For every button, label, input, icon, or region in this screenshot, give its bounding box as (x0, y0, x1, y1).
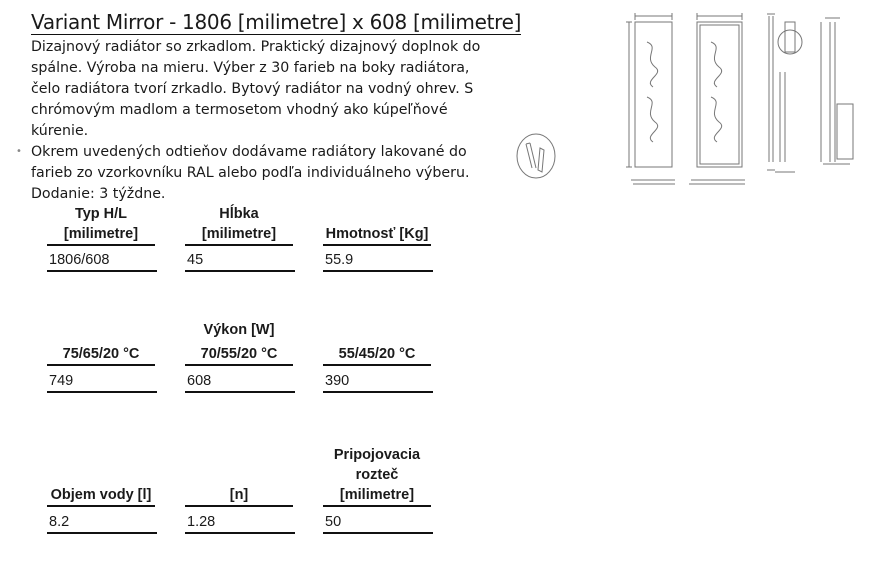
value-connection-spacing: 50 (323, 512, 433, 534)
header-water-volume: Objem vody [l] (47, 485, 155, 507)
header-exponent-n: [n] (185, 485, 293, 507)
header-type-hl-line1: Typ H/L (74, 206, 128, 222)
page-title: Variant Mirror - 1806 [milimetre] x 608 [milimetre] (31, 10, 522, 34)
header-type-hl (47, 204, 155, 246)
header-power-75: 75/65/20 °C (47, 344, 155, 366)
value-exponent-n: 1.28 (185, 512, 295, 534)
value-power-55: 390 (323, 371, 433, 393)
value-weight: 55.9 (323, 250, 433, 272)
header-connection-line3: [milimetre] (339, 487, 415, 503)
header-connection-spacing (323, 445, 431, 507)
header-type-hl-line2: [milimetre] (63, 226, 139, 242)
power-group-label: Výkon [W] (203, 322, 275, 338)
value-power-75: 749 (47, 371, 157, 393)
header-power-70: 70/55/20 °C (185, 344, 293, 366)
value-power-70: 608 (185, 371, 295, 393)
header-depth (185, 204, 293, 246)
technical-drawing (625, 12, 855, 194)
value-depth: 45 (185, 250, 295, 272)
description-paragraph: Dodanie: 3 týždne. (31, 186, 166, 202)
mirror-profile-icon (514, 132, 560, 180)
header-power-55: 55/45/20 °C (323, 344, 431, 366)
header-weight: Hmotnosť [Kg] (323, 224, 431, 246)
bullet-marker: • (16, 146, 22, 157)
header-depth-line2: [milimetre] (201, 226, 277, 242)
description-paragraph: Okrem uvedených odtieňov dodávame radiátory lakované do farieb zo vzorkovníku RAL alebo podľa individuálneho výberu. (31, 144, 470, 181)
header-depth-line1: Hĺbka (219, 206, 259, 222)
product-description (31, 37, 501, 205)
header-connection-line2: rozteč (355, 467, 399, 483)
header-connection-line1: Pripojovacia (333, 447, 421, 463)
value-water-volume: 8.2 (47, 512, 157, 534)
description-paragraph: Dizajnový radiátor so zrkadlom. Praktický dizajnový doplnok do spálne. Výroba na mieru. Výber z 30 farieb na boky radiátora, čelo radiátora tvorí zrkadlo. Bytový radiátor na vodný ohrev. S chrómovým madlom a termosetom vhodný ako kúpeľňové kúrenie. (31, 39, 481, 139)
value-type-hl: 1806/608 (47, 250, 157, 272)
